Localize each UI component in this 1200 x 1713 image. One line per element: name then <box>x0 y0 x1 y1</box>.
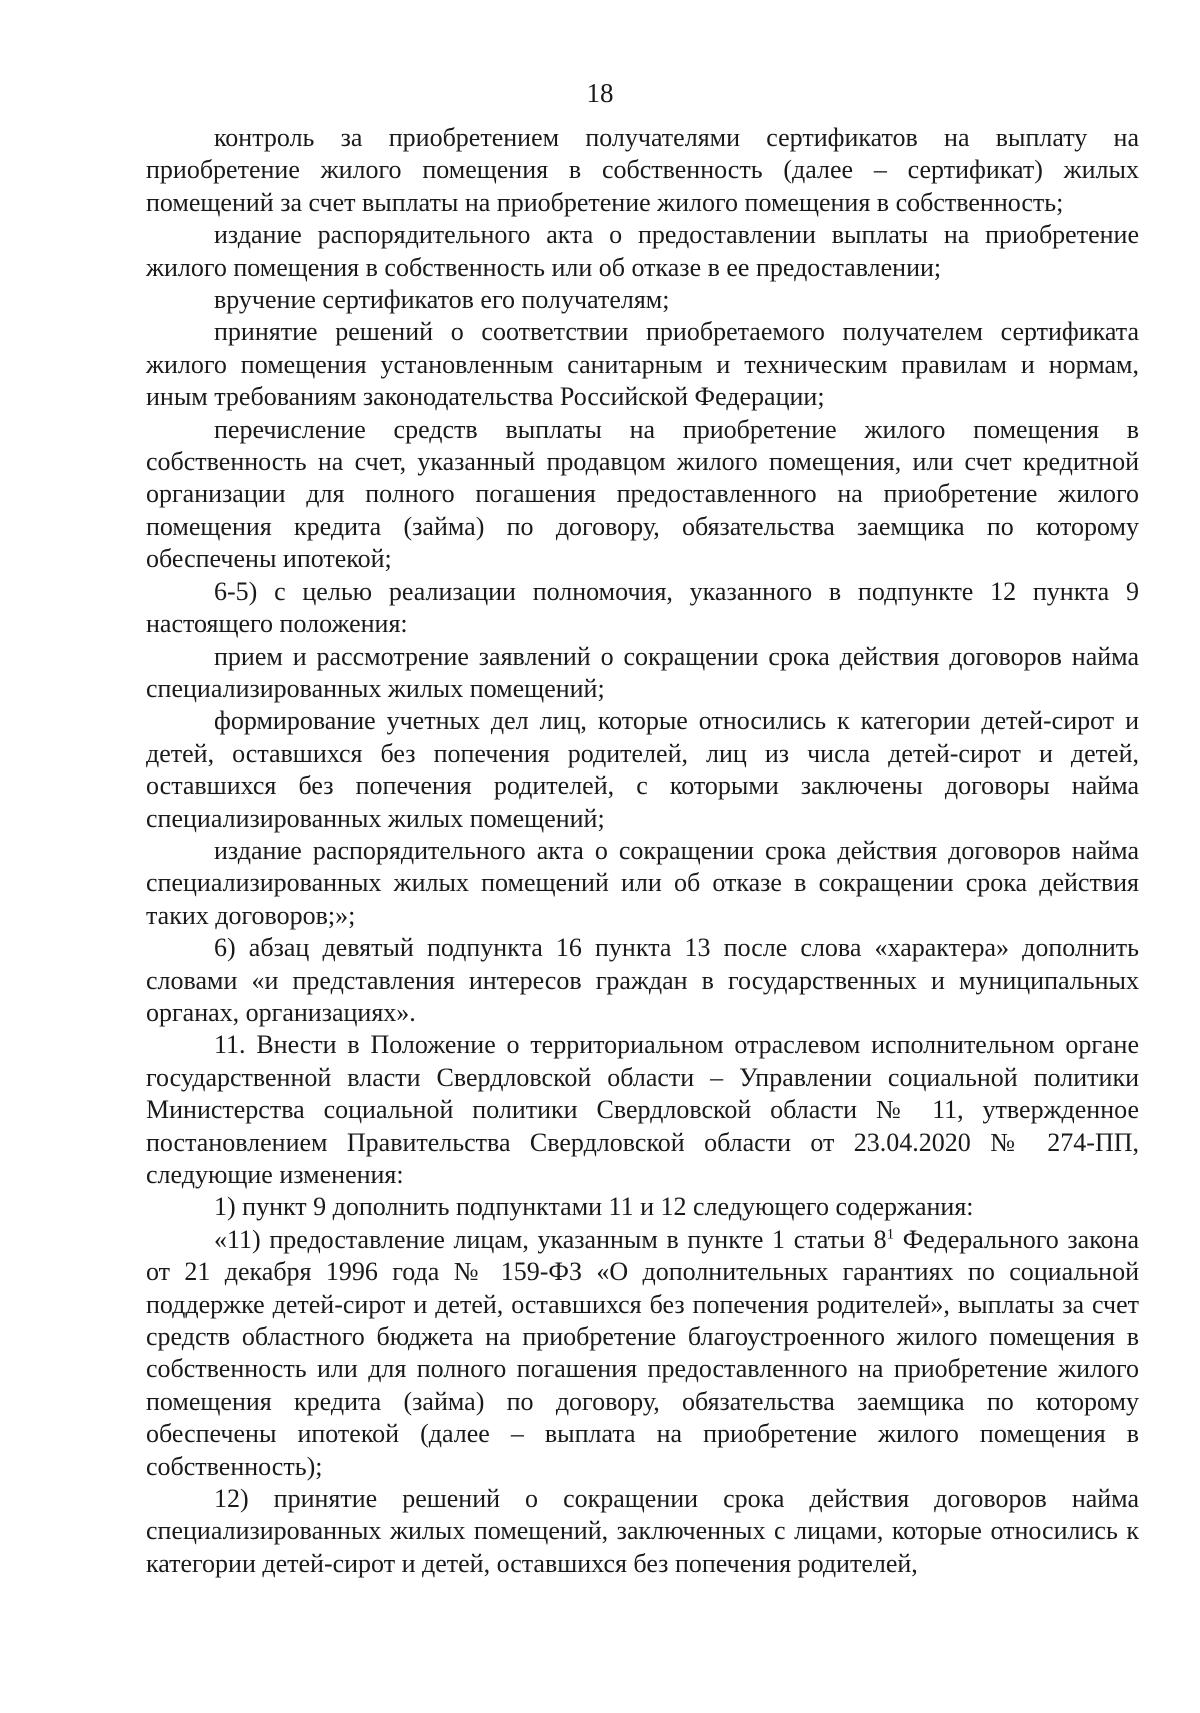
paragraph-hand-certificates: вручение сертификатов его получателям; <box>214 285 670 315</box>
paragraph-receive-applications: прием и рассмотрение заявлений о сокращении срока действия договоров найма специализированных жилых помещений; <box>146 641 1139 703</box>
subpoint-11-text-start: «11) предоставление лицам, указанным в пункте 1 статьи 8 <box>214 1224 887 1254</box>
paragraph-1-point-9: 1) пункт 9 дополнить подпунктами 11 и 12 следующего содержания: <box>214 1192 974 1222</box>
document-body <box>146 122 1139 1580</box>
paragraph-subpoint-12: 12) принятие решений о сокращении срока действия договоров найма специализированных жилых помещений, заключенных с лицами, которые относились к категории детей-сирот и детей, оставшихся без попечения родителей, <box>146 1484 1139 1578</box>
paragraph-control-certificates: контроль за приобретением получателями сертификатов на выплату на приобретение жилого помещения в собственность (далее – сертификат) жилых помещений за счет выплаты на приобретение жилого помещения в собственность; <box>146 123 1139 217</box>
paragraph-decisions-compliance: принятие решений о соответствии приобретаемого получателем сертификата жилого помещения установленным санитарным и техническим правилам и нормам, иным требованиям законодательства Российской Федерации; <box>146 317 1139 412</box>
paragraph-issue-act-payment: издание распорядительного акта о предоставлении выплаты на приобретение жилого помещения в собственность или об отказе в ее предоставлении; <box>146 220 1139 282</box>
paragraph-6: 6) абзац девятый подпункта 16 пункта 13 после слова «характера» дополнить словами «и представления интересов граждан в государственных и муниципальных органах, организациях». <box>146 933 1139 1027</box>
paragraph-issue-act-reduction: издание распорядительного акта о сокращении срока действия договоров найма специализированных жилых помещений или об отказе в сокращении срока действия таких договоров;»; <box>146 835 1139 930</box>
page-number: 18 <box>586 78 614 108</box>
subpoint-11-text-end: Федерального закона от 21 декабря 1996 года № 159-ФЗ «О дополнительных гарантиях по социальной поддержке детей-сирот и детей, оставшихся без попечения родителей», выплаты за счет средств областного бюджета на приобретение благоустроенного жилого помещения в собственность или для полного погашения предоставленного на приобретение жилого помещения кредита (займа) по договору, обязательства заемщика по которому обеспечены ипотекой (далее – выплата на приобретение жилого помещения в собственность); <box>146 1224 1139 1481</box>
paragraph-6-5: 6-5) с целью реализации полномочия, указанного в подпункте 12 пункта 9 настоящего положения: <box>146 576 1139 639</box>
paragraph-transfer-funds: перечисление средств выплаты на приобретение жилого помещения в собственность на счет, указанный продавцом жилого помещения, или счет кредитной организации для полного погашения предоставленного на приобретение жилого помещения кредита (займа) по договору, обязательства заемщика по которому обеспечены ипотекой; <box>146 414 1139 574</box>
paragraph-form-case-files: формирование учетных дел лиц, которые относились к категории детей-сирот и детей, оставшихся без попечения родителей, лиц из числа детей-сирот и детей, оставшихся без попечения родителей, с которыми заключены договоры найма специализированных жилых помещений; <box>146 706 1139 833</box>
paragraph-item-11-amendments: 11. Внести в Положение о территориальном отраслевом исполнительном органе государственной власти Свердловской области – Управлении социальной политики Министерства социальной политики Свердловской области № 11, утвержденное постановлением Правительства Свердловской области от 23.04.2020 № 274-ПП, следующие изменения: <box>146 1030 1139 1189</box>
article-superscript: 1 <box>886 1226 895 1243</box>
paragraph-subpoint-11 <box>146 1224 1139 1483</box>
